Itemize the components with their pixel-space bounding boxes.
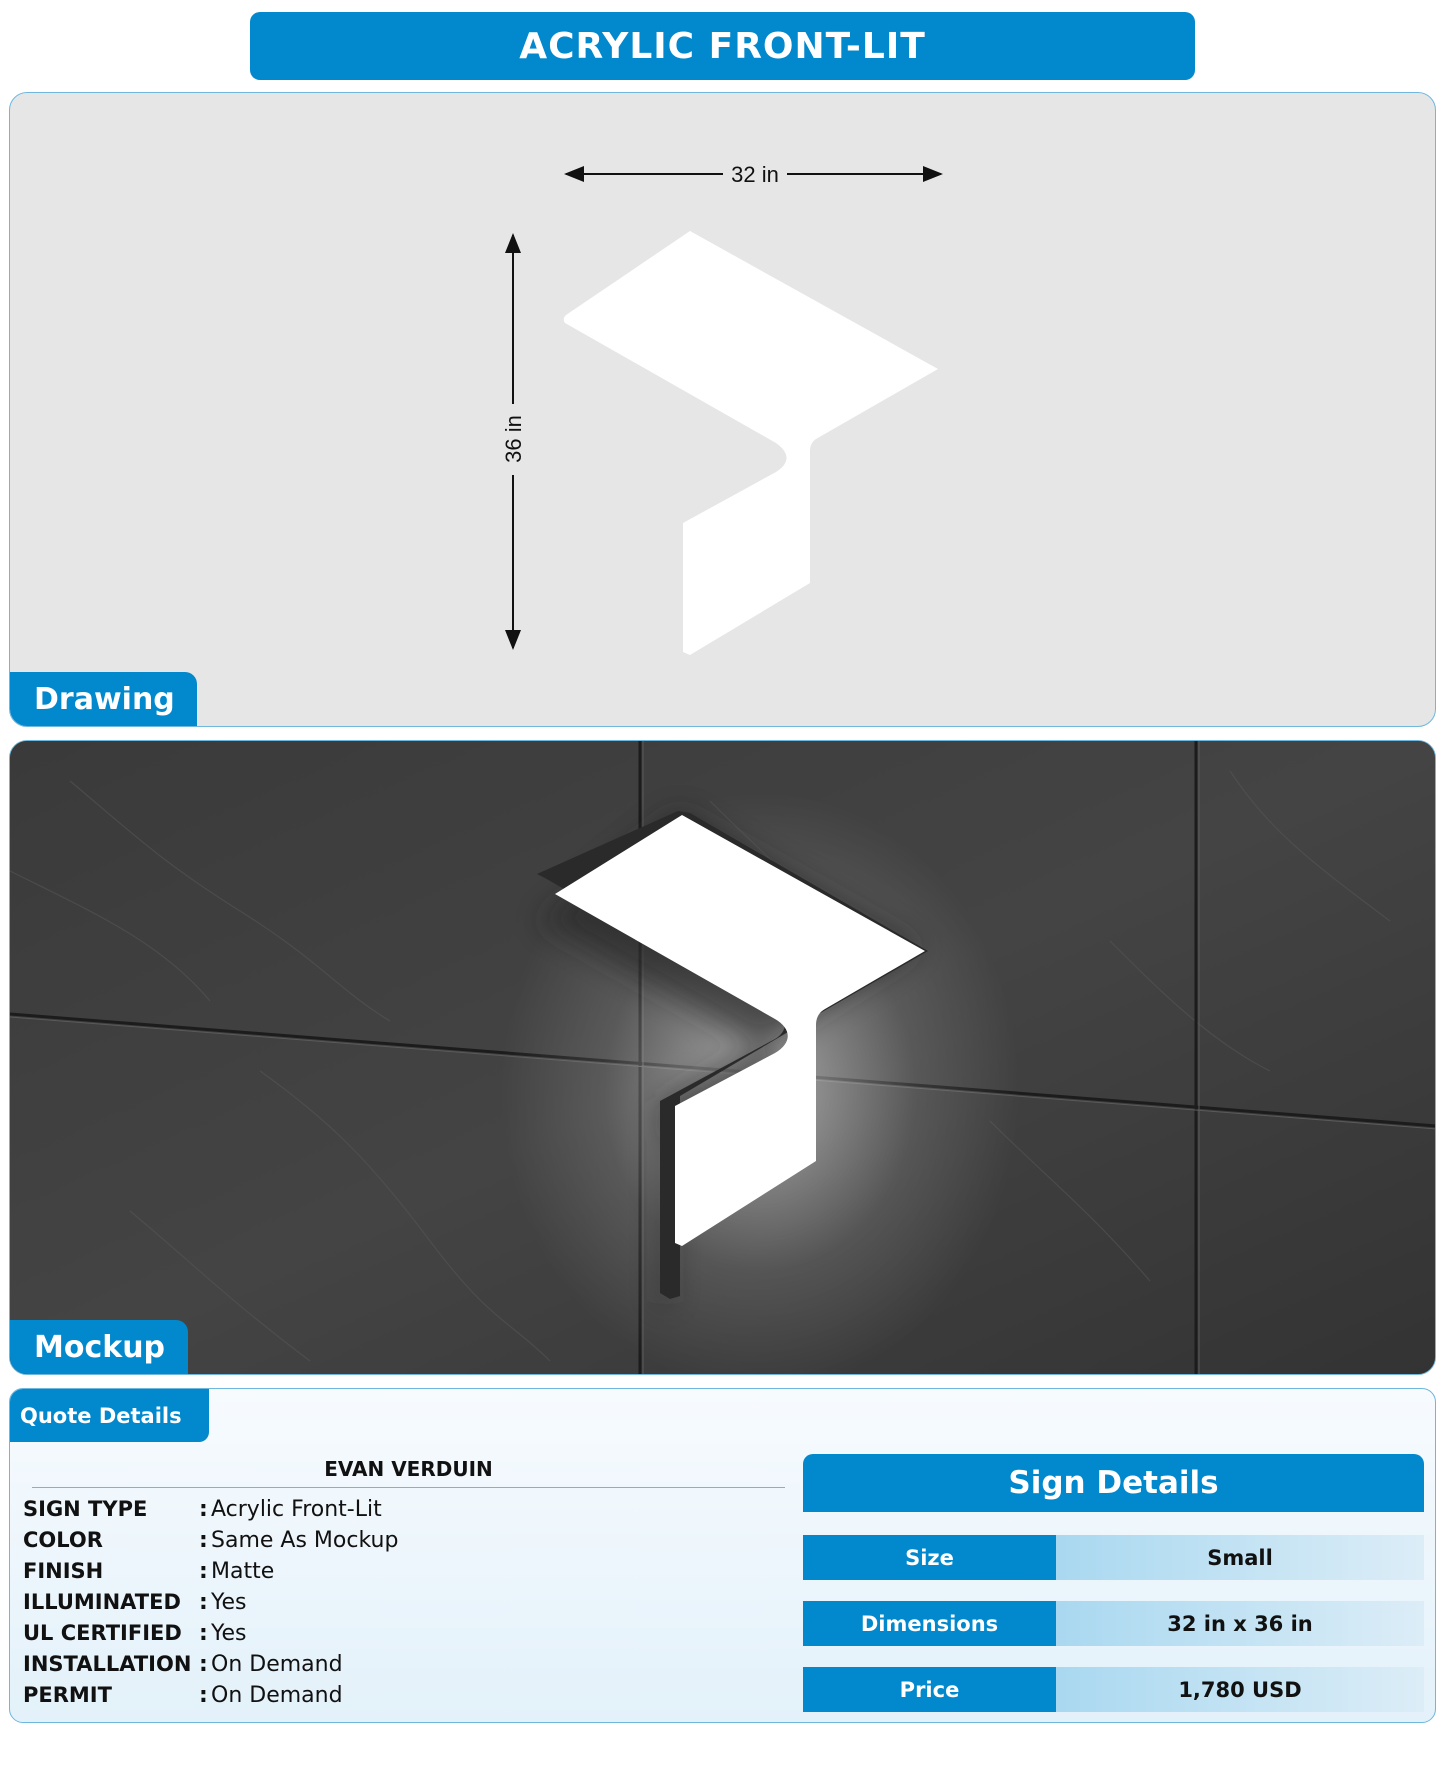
spec-row (23, 1528, 398, 1559)
sign-detail-key: Price (803, 1667, 1056, 1712)
mockup-tab: Mockup (10, 1320, 188, 1374)
drawing-canvas (10, 93, 1436, 727)
spec-separator: : (199, 1590, 208, 1615)
spec-key: INSTALLATION (23, 1652, 192, 1676)
spec-key: COLOR (23, 1528, 103, 1552)
quote-panel (9, 1388, 1436, 1723)
quote-details-tab: Quote Details (10, 1389, 209, 1442)
spec-separator: : (199, 1528, 208, 1553)
spec-value: Acrylic Front-Lit (211, 1497, 382, 1522)
sign-detail-value: Small (1056, 1535, 1424, 1580)
mockup-panel (9, 740, 1436, 1375)
spec-value: On Demand (211, 1652, 343, 1677)
spec-key: SIGN TYPE (23, 1497, 148, 1521)
sign-detail-key: Dimensions (803, 1601, 1056, 1646)
sign-detail-value: 32 in x 36 in (1056, 1601, 1424, 1646)
spec-row (23, 1590, 398, 1621)
customer-divider (32, 1487, 785, 1488)
spec-separator: : (199, 1683, 208, 1708)
spec-list (23, 1497, 398, 1714)
sign-detail-value: 1,780 USD (1056, 1667, 1424, 1712)
spec-row (23, 1683, 398, 1714)
customer-name: EVAN VERDUIN (324, 1457, 493, 1481)
spec-key: UL CERTIFIED (23, 1621, 182, 1645)
spec-value: Same As Mockup (211, 1528, 399, 1553)
spec-value: On Demand (211, 1683, 343, 1708)
drawing-panel (9, 92, 1436, 727)
page-title: ACRYLIC FRONT-LIT (250, 12, 1195, 80)
width-label: 32 in (731, 162, 779, 187)
spec-row (23, 1559, 398, 1590)
spec-separator: : (199, 1621, 208, 1646)
sign-details-header: Sign Details (803, 1454, 1424, 1512)
height-label: 36 in (501, 415, 526, 463)
spec-value: Matte (211, 1559, 275, 1584)
sign-detail-key: Size (803, 1535, 1056, 1580)
spec-row (23, 1497, 398, 1528)
drawing-tab: Drawing (10, 672, 197, 726)
logo-shape-drawing (564, 231, 938, 655)
spec-value: Yes (211, 1621, 247, 1646)
sign-detail-row-dimensions (803, 1601, 1424, 1646)
spec-separator: : (199, 1559, 208, 1584)
spec-key: ILLUMINATED (23, 1590, 181, 1614)
mockup-canvas (10, 741, 1436, 1375)
spec-separator: : (199, 1497, 208, 1522)
spec-row (23, 1652, 398, 1683)
spec-row (23, 1621, 398, 1652)
spec-value: Yes (211, 1590, 247, 1615)
spec-key: FINISH (23, 1559, 104, 1583)
spec-key: PERMIT (23, 1683, 112, 1707)
spec-separator: : (199, 1652, 208, 1677)
sign-detail-row-price (803, 1667, 1424, 1712)
sign-detail-row-size (803, 1535, 1424, 1580)
